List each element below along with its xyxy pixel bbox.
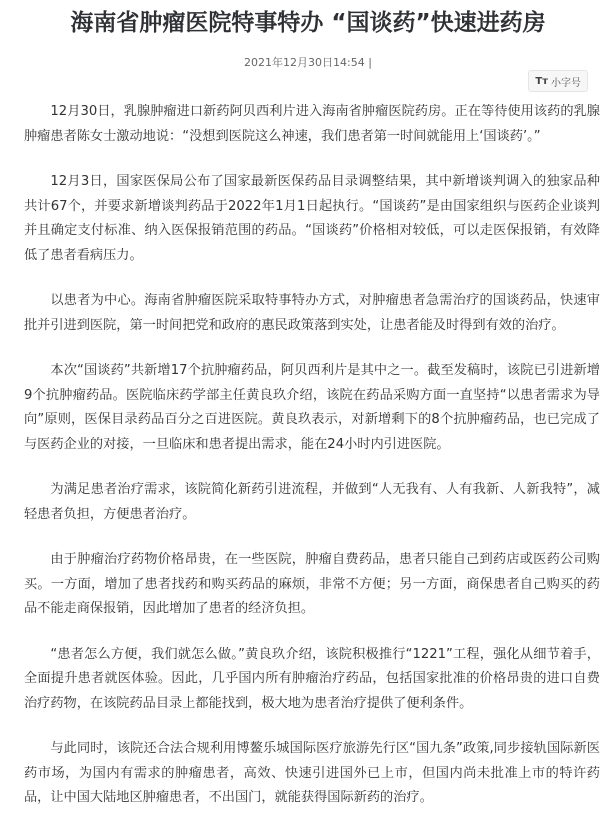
article-paragraph: 12月3日，国家医保局公布了国家最新医保药品目录调整结果，其中新增谈判调入的独家品种共计67个，并要求新增谈判药品于2022年1月1日起执行。“国谈药”是由国家组织与医药企业谈判并且确定支付标准、纳入医保报销范围的药品。“国谈药”价格相对较低，可以走医保报销，有效降低了患者看病压力。 bbox=[24, 174, 600, 263]
font-size-toggle-button[interactable] bbox=[528, 70, 588, 92]
meta-separator: | bbox=[368, 56, 372, 69]
article-paragraph: “患者怎么方便，我们就怎么做。”黄良玖介绍，该院积极推行“1221”工程，强化从细节着手，全面提升患者就医体验。因此，几乎国内所有肿瘤治疗药品，包括国家批准的价格昂贵的进口自费治疗药物，在该院药品目录上都能找到，极大地为患者治疗提供了便利条件。 bbox=[24, 646, 600, 711]
article-paragraph: 以患者为中心。海南省肿瘤医院采取特事特办方式，对肿瘤患者急需治疗的国谈药品，快速审批并引进到医院，第一时间把党和政府的惠民政策落到实处，让患者能及时得到有效的治疗。 bbox=[24, 293, 600, 333]
article-paragraph: 本次“国谈药”共新增17个抗肿瘤药品，阿贝西利片是其中之一。截至发稿时，该院已引进新增9个抗肿瘤药品。医院临床药学部主任黄良玖介绍，该院在药品采购方面一直坚持“以患者需求为导向”原则，医保目录药品百分之百进医院。黄良玖表示，对新增剩下的8个抗肿瘤药品，也已完成了与医药企业的对接，一旦临床和患者提出需求，能在24小时内引进医院。 bbox=[24, 363, 600, 452]
article-title: 海南省肿瘤医院特事特办 “国谈药”快速进药房 bbox=[70, 10, 546, 36]
article-paragraph: 12月30日，乳腺肿瘤进口新药阿贝西利片进入海南省肿瘤医院药房。正在等待使用该药的乳腺肿瘤患者陈女士激动地说：“没想到医院这么神速，我们患者第一时间就能用上‘国谈药’。” bbox=[24, 104, 600, 144]
font-size-label: 小字号 bbox=[551, 77, 581, 89]
article-paragraph: 与此同时，该院还合法合规利用博鳌乐城国际医疗旅游先行区“国九条”政策,同步接轨国际新医药市场，为国内有需求的肿瘤患者，高效、快速引进国外已上市，但国内尚未批准上市的特许药品，让中国大陆地区肿瘤患者，不出国门，就能获得国际新药的治疗。 bbox=[24, 741, 600, 805]
article-paragraph: 由于肿瘤治疗药物价格昂贵，在一些医院，肿瘤自费药品，患者只能自己到药店或医药公司购买。一方面，增加了患者找药和购买药品的麻烦，非常不方便；另一方面，商保患者自己购买的药品不能走商保报销，因此增加了患者的经济负担。 bbox=[24, 552, 600, 616]
article-paragraph: 为满足患者治疗需求，该院简化新药引进流程，并做到“人无我有、人有我新、人新我特”，减轻患者负担，方便患者治疗。 bbox=[24, 482, 600, 522]
publish-datetime: 2021年12月30日14:54 bbox=[244, 56, 365, 69]
font-size-icon: Tт bbox=[535, 75, 548, 87]
article-meta bbox=[0, 54, 616, 70]
article-body bbox=[24, 100, 600, 832]
